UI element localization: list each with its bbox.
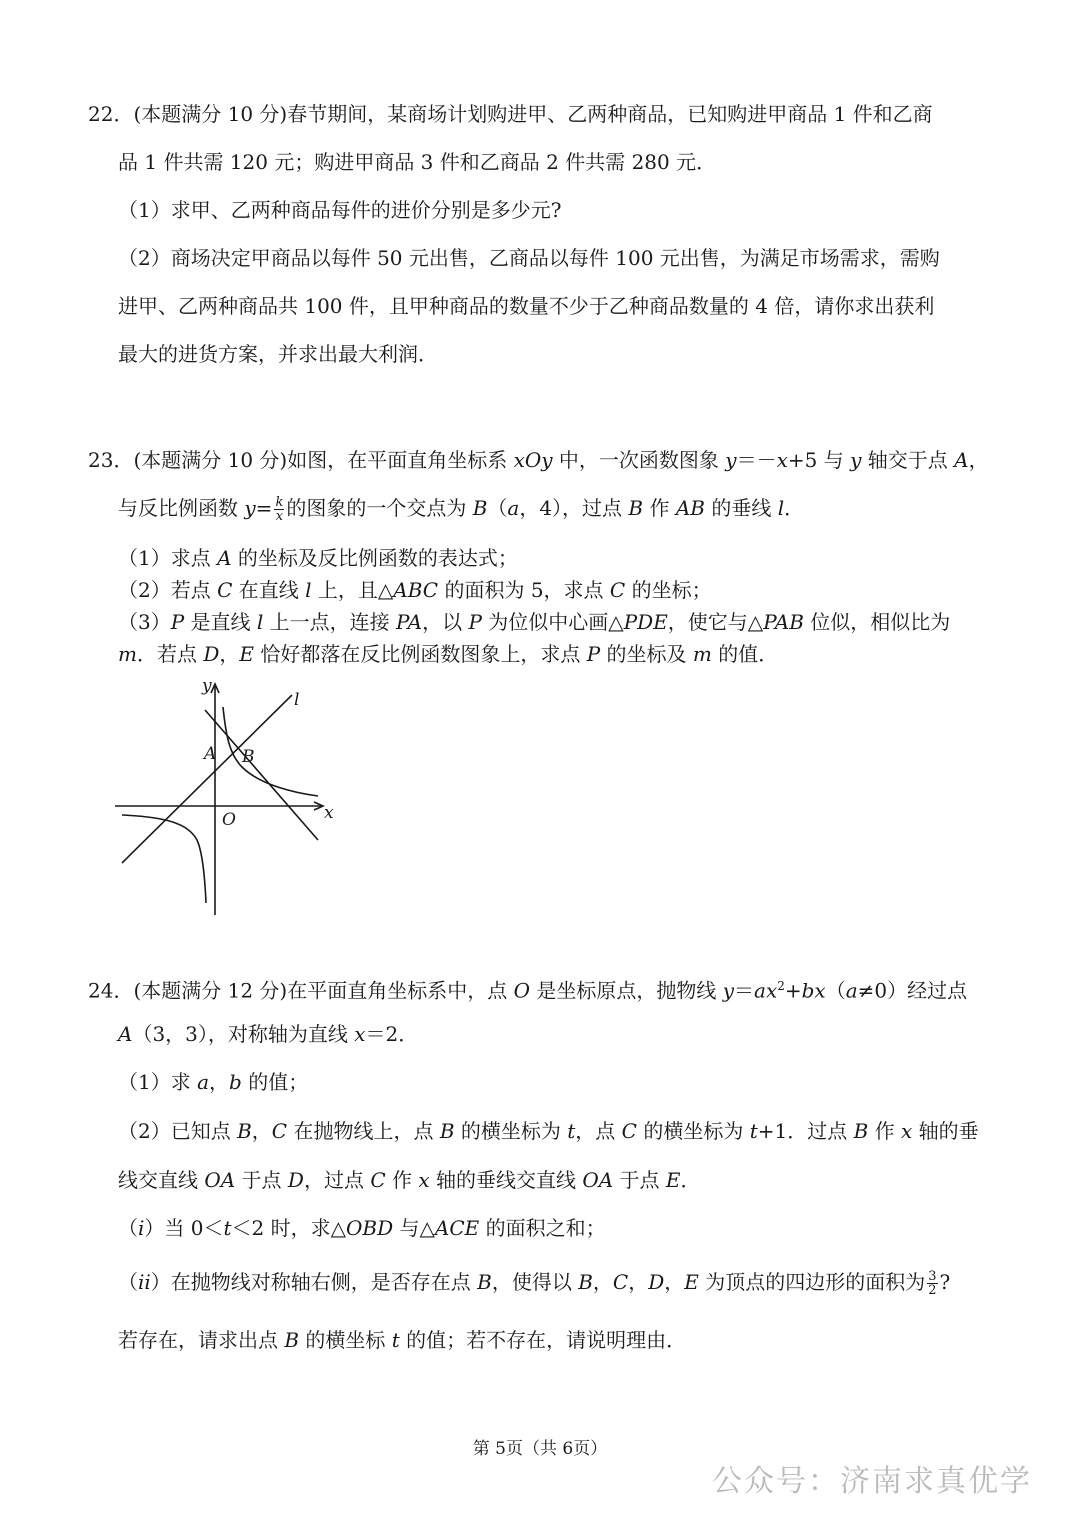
var: O [513, 978, 530, 1003]
var: B [472, 496, 488, 520]
text: 轴的垂 [912, 1119, 979, 1143]
q23-part-3-line-1 [118, 608, 950, 636]
text: 与反比例函数 [118, 496, 245, 520]
text: 若存在，请求出点 [118, 1328, 285, 1352]
var: t [749, 1119, 758, 1143]
text: 的面积为 5，求点 [438, 578, 610, 602]
text: （1）求点 [118, 546, 218, 570]
numerator: k [275, 495, 284, 510]
q23-line-1 [88, 446, 989, 474]
var: bx [801, 978, 826, 1003]
var: PAB [763, 610, 804, 634]
text: （2）已知点 [118, 1119, 238, 1143]
text: 为位似中心画△ [481, 610, 624, 634]
label-y: y [202, 676, 212, 696]
label-O: O [222, 810, 236, 830]
label-x: x [324, 803, 334, 823]
text: 的坐标及 [600, 642, 693, 666]
var: y [244, 496, 256, 520]
text: 上一点，连接 [263, 610, 397, 634]
text: 是坐标原点，抛物线 [529, 978, 723, 1003]
denominator: 2 [928, 1283, 937, 1298]
text: ，使得以 [491, 1270, 579, 1294]
var: D [648, 1270, 665, 1294]
var: OA [204, 1168, 236, 1192]
text: 的值； [241, 1070, 309, 1094]
q22-part-2-line-3: 最大的进货方案，并求出最大利润． [118, 342, 438, 366]
exponent: 2 [777, 979, 785, 993]
text: 线交直线 [118, 1168, 205, 1192]
var: y [725, 448, 737, 472]
var: A [954, 448, 969, 472]
text: （1）求 [118, 1070, 198, 1094]
var: B [628, 496, 644, 520]
var: ABC [393, 578, 439, 602]
text: 23．(本题满分 10 分)如图，在平面直角坐标系 [88, 448, 514, 472]
var: a [197, 1070, 210, 1094]
q22-part-1: （1）求甲、乙两种商品每件的进价分别是多少元? [118, 198, 562, 222]
var: a [507, 496, 520, 520]
text: 在抛物线上，点 [287, 1119, 440, 1143]
var: OBD [346, 1216, 394, 1240]
q23-part-3-line-2 [118, 640, 778, 668]
var: B [439, 1119, 455, 1143]
var: C [612, 1270, 629, 1294]
q22-line-2: 品 1 件共需 120 元；购进甲商品 3 件和乙商品 2 件共需 280 元． [118, 150, 717, 174]
text: 的值． [711, 642, 779, 666]
text: 轴交于点 [861, 448, 955, 472]
text: ， [251, 1119, 272, 1143]
text: （ [825, 978, 846, 1003]
var: l [777, 496, 785, 520]
var: AB [675, 496, 705, 520]
var: xOy [513, 448, 553, 472]
fraction-3-over-2 [927, 1270, 937, 1297]
text: ，过点 [303, 1168, 371, 1192]
q22-line-1: 22．(本题满分 10 分)春节期间，某商场计划购进甲、乙两种商品，已知购进甲商品 1 件和乙商 [88, 102, 933, 126]
text: 的垂线 [704, 496, 778, 520]
text: ? [939, 1270, 951, 1294]
text: ，4），过点 [519, 496, 629, 520]
var: ax [754, 978, 778, 1003]
var: P [586, 642, 601, 666]
q23-part-1 [118, 544, 518, 572]
text: （ [118, 1216, 138, 1240]
text: 的图象的一个交点为 [286, 496, 473, 520]
var: t [567, 1119, 576, 1143]
var: ACE [434, 1216, 480, 1240]
text: ． [784, 496, 805, 520]
text: ，使它与△ [667, 610, 764, 634]
var: A [217, 546, 232, 570]
var: x [354, 1022, 366, 1046]
q24-part-2-ii-line-2 [118, 1326, 686, 1354]
var: B [578, 1270, 593, 1294]
q22-part-2-line-2: 进甲、乙两种商品共 100 件，且甲种商品的数量不少于乙种商品数量的 4 倍，请你求出获利 [118, 294, 935, 318]
line-l [122, 695, 292, 863]
text: ， [592, 1270, 613, 1294]
text: ，以 [422, 610, 469, 634]
var: C [609, 578, 626, 602]
text: 于点 [613, 1168, 666, 1192]
var: m [692, 642, 712, 666]
watermark: 公众号：济南求真优学 [712, 1464, 1032, 1499]
text: 的坐标及反比例函数的表达式； [231, 546, 518, 570]
text: + [784, 978, 802, 1003]
var: i [138, 1216, 145, 1240]
var: C [621, 1119, 637, 1143]
var: x [901, 1119, 913, 1143]
var: t [391, 1328, 400, 1352]
text: ）在抛物线对称轴右侧，是否存在点 [150, 1270, 478, 1294]
text: ≠0）经过点 [857, 978, 968, 1003]
text: 上，且△ [311, 578, 394, 602]
var: D [203, 642, 220, 666]
q24-part-2-line-1 [118, 1117, 979, 1145]
text: 与△ [393, 1216, 435, 1240]
text: ＝ [734, 978, 755, 1003]
var: OA [582, 1168, 614, 1192]
var: t [223, 1216, 232, 1240]
text: （3，3），对称轴为直线 [132, 1022, 355, 1046]
text: 位似，相似比为 [803, 610, 951, 634]
var: A [118, 1022, 133, 1046]
text: 的值；若不存在，请说明理由． [399, 1328, 687, 1352]
q24-part-1 [118, 1068, 308, 1096]
text: ， [664, 1270, 685, 1294]
var: P [468, 610, 482, 634]
page-number: 第 5页（共 6页） [472, 1439, 608, 1459]
q24-part-2-i [118, 1214, 606, 1242]
fraction-k-over-x [274, 496, 284, 523]
var: y [722, 978, 735, 1003]
var: PDE [623, 610, 668, 634]
text: 在直线 [232, 578, 306, 602]
text: 的横坐标 [299, 1328, 392, 1352]
q22-part-2-line-1: （2）商场决定甲商品以每件 50 元出售，乙商品以每件 100 元出售，为满足市场需求，需购 [118, 246, 940, 270]
text: 于点 [235, 1168, 288, 1192]
text: 中，一次函数图象 [552, 448, 726, 472]
text: ，点 [575, 1119, 622, 1143]
hyperbola-branch-2 [122, 815, 206, 903]
text: 的横坐标为 [454, 1119, 568, 1143]
text: （3） [118, 610, 171, 634]
var: PA [396, 610, 423, 634]
var: y [850, 448, 862, 472]
text: 的坐标； [625, 578, 712, 602]
text: ， [968, 448, 989, 472]
var: B [284, 1328, 300, 1352]
q24-line-2 [118, 1020, 418, 1048]
text: 恰好都落在反比例函数图象上，求点 [253, 642, 587, 666]
q24-part-2-line-2 [118, 1166, 701, 1194]
var: l [305, 578, 312, 602]
text: 的面积之和； [479, 1216, 606, 1240]
text: ＜2 时，求△ [231, 1216, 347, 1240]
text: 24．(本题满分 12 分)在平面直角坐标系中，点 [88, 978, 514, 1003]
var: P [170, 610, 185, 634]
text: = [255, 496, 273, 520]
text: ． [680, 1168, 701, 1192]
text: 作 [385, 1168, 419, 1192]
text: 为顶点的四边形的面积为 [698, 1270, 926, 1294]
text: 的横坐标为 [636, 1119, 750, 1143]
text: （2）若点 [118, 578, 218, 602]
var: D [287, 1168, 304, 1192]
denominator: x [275, 509, 284, 524]
q23-line-2 [118, 494, 804, 523]
var: E [239, 642, 254, 666]
var: B [237, 1119, 252, 1143]
label-B: B [242, 747, 255, 767]
var: B [477, 1270, 492, 1294]
text: 作 [868, 1119, 901, 1143]
var: ii [138, 1270, 151, 1294]
var: C [370, 1168, 386, 1192]
text: ， [628, 1270, 649, 1294]
text: ＝－ [736, 448, 777, 472]
var: E [684, 1270, 699, 1294]
q23-graph [110, 675, 350, 920]
var: C [271, 1119, 288, 1143]
q24-part-2-ii [118, 1268, 950, 1297]
text: +1．过点 [757, 1119, 854, 1143]
label-A: A [204, 744, 217, 764]
text: ， [209, 1070, 230, 1094]
text: +5 与 [787, 448, 851, 472]
hyperbola-branch-1 [223, 707, 318, 796]
var: a [845, 978, 858, 1003]
q23-part-2 [118, 576, 712, 604]
text: ）当 0＜ [144, 1216, 224, 1240]
text: ， [219, 642, 240, 666]
text: ．若点 [136, 642, 204, 666]
var: B [853, 1119, 869, 1143]
q24-line-1 [88, 972, 967, 1005]
var: E [665, 1168, 681, 1192]
text: （ [487, 496, 508, 520]
numerator: 3 [928, 1269, 937, 1284]
var: C [217, 578, 233, 602]
var: l [256, 610, 264, 634]
text: （ [118, 1270, 138, 1294]
text: 是直线 [184, 610, 257, 634]
var: x [776, 448, 788, 472]
var: x [418, 1168, 430, 1192]
text: 轴的垂线交直线 [429, 1168, 583, 1192]
text: ＝2． [365, 1022, 419, 1046]
label-l: l [294, 690, 300, 710]
text: 作 [643, 496, 676, 520]
var: m [118, 642, 137, 666]
var: b [229, 1070, 242, 1094]
